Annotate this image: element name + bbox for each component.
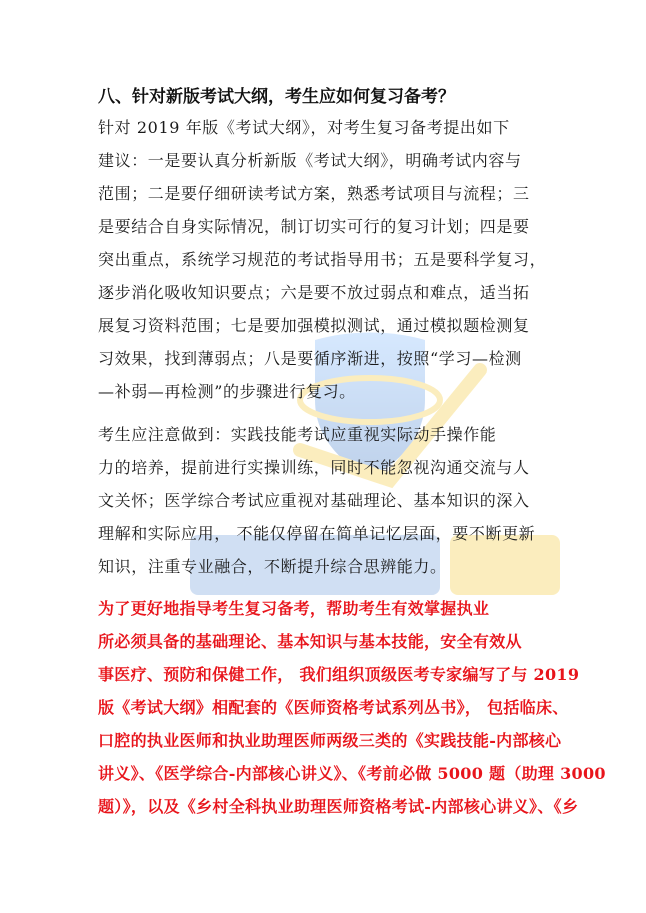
paragraph-line: 是要结合自身实际情况，制订切实可行的复习计划；四是要 xyxy=(98,217,530,236)
paragraph-line: 文关怀；医学综合考试应重视对基础理论、基本知识的深入 xyxy=(98,491,530,510)
promo-line: 版《考试大纲》相配套的《医师资格考试系列丛书》， 包括临床、 xyxy=(98,698,569,717)
promo-line: 口腔的执业医师和执业助理医师两级三类的《实践技能-内部核心 xyxy=(98,731,562,750)
paragraph-line: —补弱—再检测”的步骤进行复习。 xyxy=(98,382,356,401)
section-heading: 八、针对新版考试大纲，考生应如何复习备考？ xyxy=(98,87,455,107)
paragraph-line: 展复习资料范围；七是要加强模拟测试，通过模拟题检测复 xyxy=(98,316,530,335)
promo-line: 讲义》、《医学综合-内部核心讲义》、《考前必做 5000 题（助理 3000 xyxy=(98,764,606,783)
promo-line: 为了更好地指导考生复习备考，帮助考生有效掌握执业 xyxy=(98,599,490,618)
paragraph-line: 知识，注重专业融合，不断提升综合思辨能力。 xyxy=(98,557,447,576)
paragraph-line: 理解和实际应用， 不能仅停留在简单记忆层面，要不断更新 xyxy=(98,524,536,543)
promo-line: 事医疗、预防和保健工作， 我们组织顶级医考专家编写了与 2019 xyxy=(98,665,580,684)
promo-line: 题）》，以及《乡村全科执业助理医师资格考试-内部核心讲义》、《乡 xyxy=(98,797,579,816)
paragraph-line: 习效果，找到薄弱点；八是要循序渐进，按照“学习—检测 xyxy=(98,349,522,368)
paragraph-line: 力的培养，提前进行实操训练，同时不能忽视沟通交流与人 xyxy=(98,458,530,477)
paragraph-line: 逐步消化吸收知识要点；六是要不放过弱点和难点，适当拓 xyxy=(98,283,530,302)
paragraph-line: 针对 2019 年版《考试大纲》，对考生复习备考提出如下 xyxy=(98,118,510,137)
paragraph-line: 考生应注意做到：实践技能考试应重视实际动手操作能 xyxy=(98,425,497,444)
paragraph-line: 范围；二是要仔细研读考试方案，熟悉考试项目与流程；三 xyxy=(98,184,530,203)
paragraph-line: 突出重点，系统学习规范的考试指导用书；五是要科学复习， xyxy=(98,250,547,269)
promo-line: 所必须具备的基础理论、基本知识与基本技能，安全有效从 xyxy=(98,632,522,651)
paragraph-line: 建议：一是要认真分析新版《考试大纲》，明确考试内容与 xyxy=(98,151,522,170)
